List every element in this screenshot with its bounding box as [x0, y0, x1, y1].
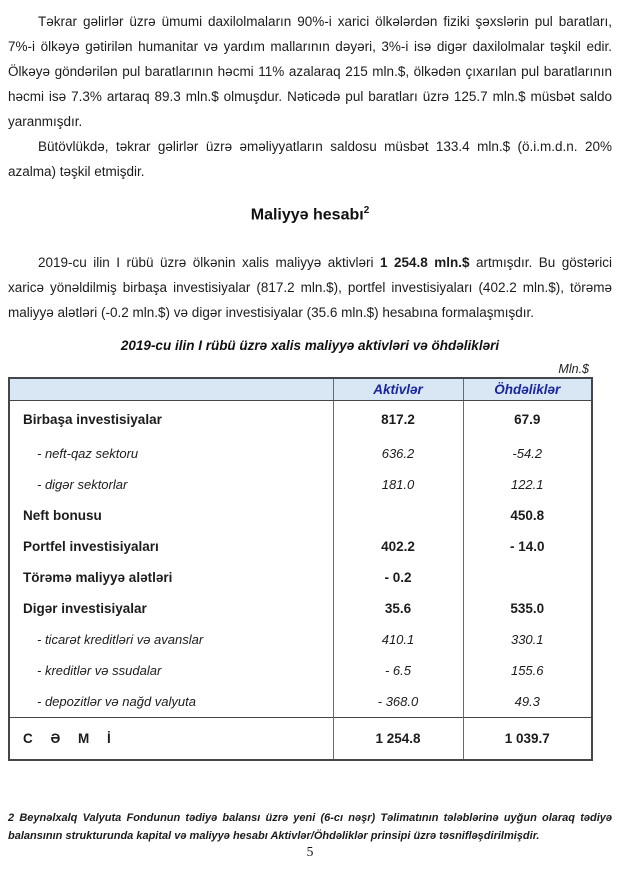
table-row-other-sectors	[9, 469, 592, 500]
table-header-row	[9, 378, 592, 400]
cell-liabilities: 67.9	[463, 400, 592, 438]
row-label: Portfel investisiyaları	[23, 539, 159, 555]
cell-assets	[333, 500, 463, 531]
financial-table	[8, 377, 593, 761]
cell-liabilities: 450.8	[463, 500, 592, 531]
table-header-liabilities: Öhdəliklər	[463, 378, 592, 400]
paragraph-secondary-income: Bütövlükdə, təkrar gəlirlər üzrə əməliyyatların saldosu müsbət 133.4 mln.$ (ö.i.m.d.n. 20% azalma) təşkil etmişdir.	[8, 139, 612, 179]
cell-assets: - 6.5	[333, 655, 463, 686]
table-row-direct-investments	[9, 400, 592, 438]
page-number: 5	[306, 844, 314, 859]
table-row-oil-gas-sector	[9, 438, 592, 469]
table-row-deposits-cash	[9, 686, 592, 717]
section-heading	[8, 205, 612, 224]
cell-liabilities: 49.3	[463, 686, 592, 717]
row-label: - depozitlər və nağd valyuta	[37, 694, 196, 710]
row-label: Digər investisiyalar	[23, 601, 147, 617]
cell-assets: - 368.0	[333, 686, 463, 717]
footnote-marker: 2	[8, 812, 15, 824]
table-row-trade-credits	[9, 624, 592, 655]
row-label: - ticarət kreditləri və avanslar	[37, 632, 204, 648]
cell-liabilities: 122.1	[463, 469, 592, 500]
unit-label: Mln.$	[558, 362, 589, 377]
table-row-oil-bonus	[9, 500, 592, 531]
paragraph-financial-text-cont: artmışdır. Bu göstərici xaricə yönəldilmiş birbaşa investisiyalar (817.2 mln.$), portfel investisiyaları (402.2 mln.$), törəmə maliyyə alətləri (-0.2 mln.$) və digər investisiyalar (35.6 mln.$) hesabına formalaşmışdır.	[8, 255, 613, 321]
total-liabilities: 1 039.7	[463, 717, 592, 760]
total-label: C Ə M İ	[9, 717, 333, 760]
table-row-total	[9, 717, 592, 760]
cell-assets: 402.2	[333, 531, 463, 562]
cell-liabilities: - 14.0	[463, 531, 592, 562]
table-row-other-investments	[9, 593, 592, 624]
row-label: Neft bonusu	[23, 508, 102, 524]
cell-assets: 181.0	[333, 469, 463, 500]
table-container	[8, 362, 591, 761]
net-assets-value: 1 254.8 mln.$	[379, 255, 470, 271]
cell-assets: 636.2	[333, 438, 463, 469]
table-title: 2019-cu ilin I rübü üzrə xalis maliyyə aktivləri və öhdəlikləri	[120, 338, 500, 354]
cell-liabilities	[463, 562, 592, 593]
footnote-text: Beynəlxalq Valyuta Fondunun tədiyə balansı üzrə yeni (6-cı nəşr) Təlimatının tələblərinə uyğun olaraq tədiyə balansının strukturunda kapital və maliyyə hesabı Aktivlər/Öhdəliklər prinsipi üzrə təsnifləşdirilmişdir.	[8, 812, 612, 842]
cell-liabilities: 535.0	[463, 593, 592, 624]
paragraph-financial-text: 2019-cu ilin I rübü üzrə ölkənin xalis maliyyə aktivləri	[38, 255, 380, 271]
table-row-derivatives	[9, 562, 592, 593]
row-label: Birbaşa investisiyalar	[23, 412, 162, 428]
total-assets: 1 254.8	[333, 717, 463, 760]
row-label: Törəmə maliyyə alətləri	[23, 570, 173, 586]
paragraph-financial-account	[8, 250, 612, 325]
cell-assets: - 0.2	[333, 562, 463, 593]
footnote	[8, 809, 612, 845]
table-header-empty	[9, 378, 333, 400]
cell-liabilities: -54.2	[463, 438, 592, 469]
table-row-loans	[9, 655, 592, 686]
cell-assets: 410.1	[333, 624, 463, 655]
cell-assets: 35.6	[333, 593, 463, 624]
row-label: - kreditlər və ssudalar	[37, 663, 162, 679]
cell-liabilities: 330.1	[463, 624, 592, 655]
section-heading-text: Maliyyə hesabı	[250, 206, 364, 224]
cell-assets: 817.2	[333, 400, 463, 438]
table-header-assets: Aktivlər	[333, 378, 463, 400]
row-label: - digər sektorlar	[37, 477, 128, 493]
footnote-reference: 2	[363, 205, 370, 216]
row-label: - neft-qaz sektoru	[37, 446, 139, 462]
table-row-portfolio-investments	[9, 531, 592, 562]
paragraph-remittances: Təkrar gəlirlər üzrə ümumi daxilolmaların 90%-i xarici ölkələrdən fiziki şəxslərin pul baratları, 7%-i ölkəyə gətirilən humanitar və yardım mallarının dəyəri, 3%-i isə digər daxilolmalar təşkil edir. Ölkəyə göndərilən pul baratlarının həcmi 11% azalaraq 215 mln.$, ölkədən çıxarılan pul baratlarının həcmi isə 7.3% artaraq 89.3 mln.$ olmuşdur. Nəticədə pul baratları üzrə 125.7 mln.$ müsbət saldo yaranmışdır.	[8, 14, 612, 129]
cell-liabilities: 155.6	[463, 655, 592, 686]
